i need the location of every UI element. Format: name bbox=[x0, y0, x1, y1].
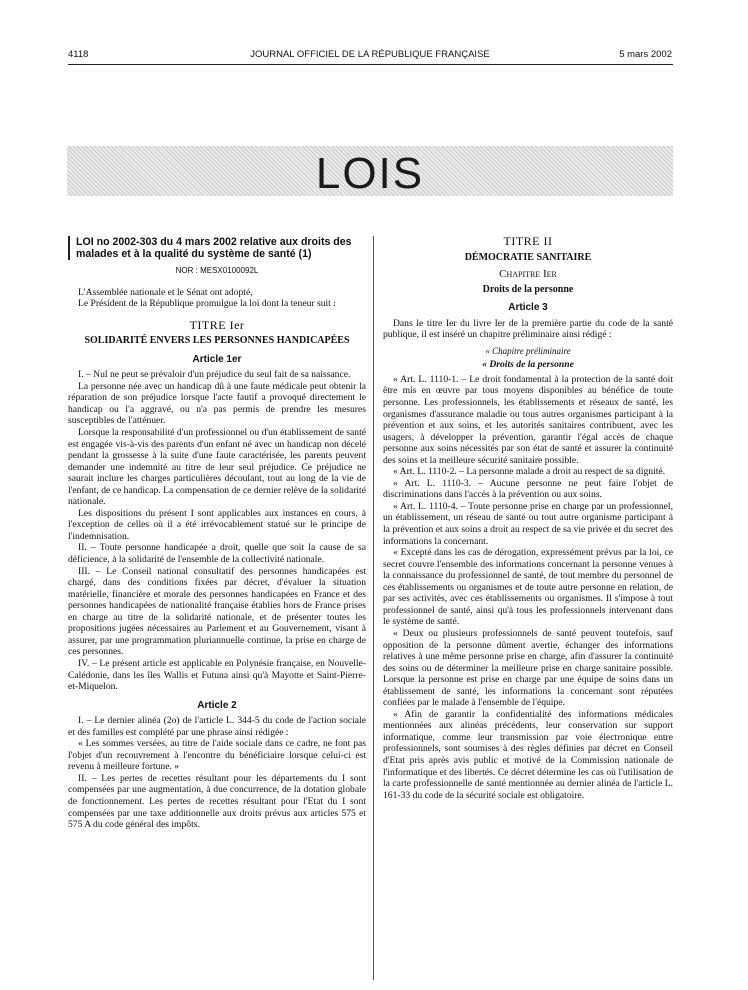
article-1-heading: Article 1er bbox=[192, 353, 242, 365]
titre-1-subtitle: SOLIDARITÉ ENVERS LES PERSONNES HANDICAPÉES bbox=[84, 335, 350, 347]
chapitre-heading: Chapitre Ier bbox=[499, 268, 557, 281]
page-number: 4118 bbox=[68, 49, 89, 60]
header-rule bbox=[68, 64, 673, 65]
chapitre-preliminaire: « Chapitre préliminaire bbox=[485, 345, 571, 356]
section-banner bbox=[67, 146, 673, 196]
article-3-heading: Article 3 bbox=[508, 302, 548, 314]
paragraph: La personne née avec un handicap dû à une faute médicale peut obtenir la réparation de son préjudice lorsque l'acte fautif a provoqué directement le handicap ou l'a aggravé, ou n'a pas permis de prendre les mesures susceptibles de l'atténuer. bbox=[68, 380, 366, 427]
issue-date: 5 mars 2002 bbox=[619, 49, 672, 60]
paragraph: IV. – Le présent article est applicable en Polynésie française, en Nouvelle-Calédonie, dans les îles Wallis et Futuna ainsi qu'à Mayotte et Saint-Pierre-et-Miquelon. bbox=[68, 657, 366, 693]
titre-2: TITRE II bbox=[503, 234, 553, 248]
paragraph: II. – Toute personne handicapée a droit, quelle que soit la cause de sa déficience, à la solidarité de l'ensemble de la collectivité nationale. bbox=[68, 542, 366, 566]
article-2-heading: Article 2 bbox=[197, 699, 237, 711]
droits-heading: « Droits de la personne bbox=[482, 359, 574, 371]
titre-2-subtitle: DÉMOCRATIE SANITAIRE bbox=[464, 251, 592, 263]
section-title: LOIS bbox=[315, 149, 425, 198]
paragraph: II. – Les pertes de recettes résultant pour les départements du I sont compensées par une augmentation, à due concurrence, de la dotation globale de fonctionnement. Les pertes de recettes résultant pour l'Etat du I sont compensées par une taxe additionnelle aux droits prévus aux articles 575 et 575 A du code général des impôts. bbox=[68, 772, 366, 831]
intro-promulgue: Le Président de la République promulgue la loi dont la teneur suit : bbox=[78, 298, 336, 310]
paragraph: Lorsque la responsabilité d'un professionnel ou d'un établissement de santé est engagée vis-à-vis des parents d'un enfant né avec un handicap non décelé pendant la grossesse à la suite d'une faute caractérisée, les parents peuvent demander une indemnité au titre de leur seul préjudice. Ce préjudice ne saurait inclure les charges particulières découlant, tout au long de la vie de l'enfant, de ce handicap. La compensation de ce dernier relève de la solidarité nationale. bbox=[68, 427, 366, 508]
page-header bbox=[68, 49, 672, 63]
paragraph: « Art. L. 1110-1. – Le droit fondamental à la protection de la santé doit être mis en œuvre par tous moyens disponibles au bénéfice de toute personne. Les professionnels, les établissements et réseaux de santé, les organismes d'assurance maladie ou tous autres organismes participant à la prévention et aux soins, et les autorités sanitaires contribuent, avec les usagers, à développer la prévention, garantir l'égal accès de chaque personne aux soins nécessités par son état de santé et assurer la continuité des soins et la meilleure sécurité sanitaire possible. bbox=[383, 373, 673, 466]
paragraph: III. – Le Conseil national consultatif des personnes handicapées est chargé, dans des conditions fixées par décret, d'évaluer la situation matérielle, financière et morale des personnes handicapées en France et des personnes handicapées de nationalité française établies hors de France prises en charge au titre de la solidarité nationale, et de présenter toutes les propositions jugées nécessaires au Parlement et au Gouvernement, visant à assurer, par une programmation pluriannuelle continue, la prise en charge de ces personnes. bbox=[68, 565, 366, 658]
paragraph: « Les sommes versées, au titre de l'aide sociale dans ce cadre, ne font pas l'objet d'un recouvrement à l'encontre du bénéficiaire lorsque celui-ci est revenu à meilleure fortune. » bbox=[68, 738, 366, 773]
column-divider bbox=[373, 236, 374, 980]
chapitre-subtitle: Droits de la personne bbox=[482, 283, 574, 295]
paragraph: « Art. L. 1110-4. – Toute personne prise en charge par un professionnel, un établissement, un réseau de santé ou tout autre organisme participant à la prévention et aux soins a droit au respect de sa vie privée et du secret des informations la concernant. bbox=[383, 500, 673, 547]
paragraph: Dans le titre Ier du livre Ier de la première partie du code de la santé publique, il est inséré un chapitre préliminaire ainsi rédigé : bbox=[383, 317, 673, 341]
paragraph: « Deux ou plusieurs professionnels de santé peuvent toutefois, sauf opposition de la personne dûment avertie, échanger des informations relatives à une même personne prise en charge, afin d'assurer la continuité des soins ou de déterminer la meilleure prise en charge sanitaire possible. Lorsque la personne est prise en charge par une équipe de soins dans un établissement de santé, les informations la concernant sont réputées confiées par le malade à l'ensemble de l'équipe. bbox=[383, 627, 673, 709]
law-title: LOI no 2002-303 du 4 mars 2002 relative aux droits des malades et à la qualité du système de santé (1) bbox=[68, 236, 366, 260]
paragraph: I. – Nul ne peut se prévaloir d'un préjudice du seul fait de sa naissance. bbox=[78, 369, 351, 381]
paragraph: « Art. L. 1110-3. – Aucune personne ne peut faire l'objet de discriminations dans l'accès à la prévention ou aux soins. bbox=[383, 477, 673, 501]
left-column bbox=[68, 236, 366, 831]
paragraph: I. – Le dernier alinéa (2o) de l'article L. 344-5 du code de l'action sociale et des familles est complété par une phrase ainsi rédigée : bbox=[68, 715, 366, 738]
nor-reference: NOR : MESX0100092L bbox=[175, 266, 259, 275]
paragraph: « Afin de garantir la confidentialité des informations médicales mentionnées aux alinéas précédents, leur conservation sur support informatique, comme leur transmission par voie électronique entre professionnels, sont soumises à des règles définies par décret en Conseil d'Etat pris après avis public et motivé de la Commission nationale de l'informatique et des libertés. Ce décret détermine les cas où l'utilisation de la carte professionnelle de santé mentionnée au dernier alinéa de l'article L. 161-33 du code de la sécurité sociale est obligatoire. bbox=[383, 708, 673, 801]
titre-1: TITRE Ier bbox=[189, 317, 245, 332]
intro-adopted: L'Assemblée nationale et le Sénat ont adopté, bbox=[78, 286, 253, 298]
journal-name: JOURNAL OFFICIEL DE LA RÉPUBLIQUE FRANÇAISE bbox=[250, 49, 490, 60]
paragraph: Les dispositions du présent I sont applicables aux instances en cours, à l'exception de celles où il a été irrévocablement statué sur le principe de l'indemnisation. bbox=[68, 507, 366, 542]
paragraph: « Excepté dans les cas de dérogation, expressément prévus par la loi, ce secret couvre l'ensemble des informations concernant la personne venues à la connaissance du professionnel de santé, de tout membre du personnel de ces établissements ou organismes et de toute autre personne en relation, de par ses activités, avec ces établissements ou organismes. Il s'impose à tout professionnel de santé, ainsi qu'à tous les professionnels intervenant dans le système de santé. bbox=[383, 547, 673, 628]
paragraph: « Art. L. 1110-2. – La personne malade a droit au respect de sa dignité. bbox=[393, 466, 666, 478]
right-column bbox=[383, 236, 673, 801]
